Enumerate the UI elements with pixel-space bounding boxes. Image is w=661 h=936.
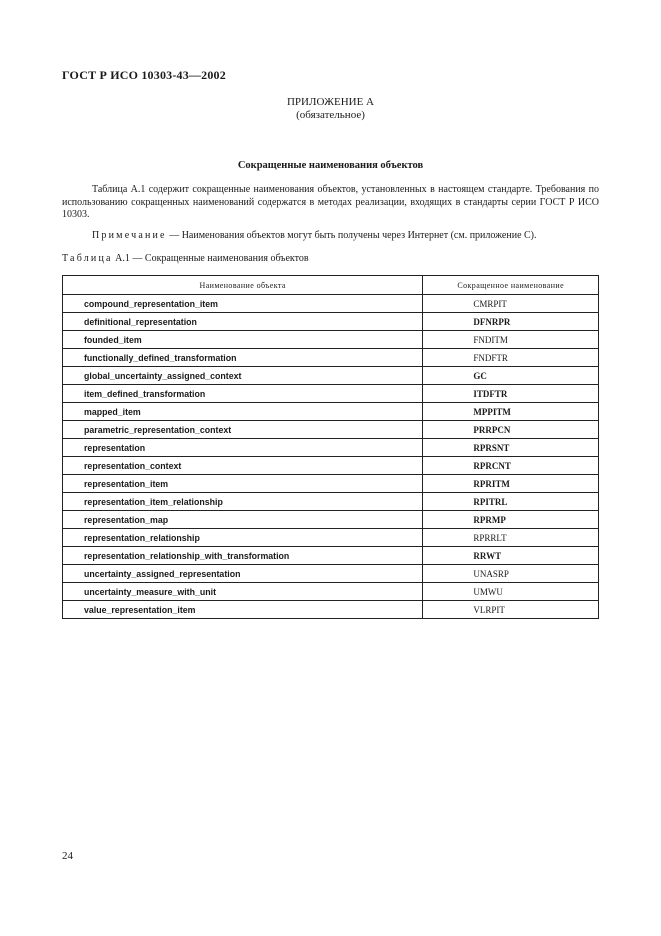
short-name-cell: ITDFTR (423, 385, 599, 403)
intro-paragraph: Таблица А.1 содержит сокращенные наименования объектов, установленных в настоящем стандарте. Требования по использованию сокращенных наименований содержатся в методах реализации, входящих в стандарты серии ГОСТ Р ИСО 10303. (62, 184, 599, 220)
object-name-cell: compound_representation_item (63, 295, 423, 313)
document-header: ГОСТ Р ИСО 10303-43—2002 (62, 68, 226, 82)
table-row (63, 421, 599, 439)
short-name-cell: RPRMP (423, 511, 599, 529)
note-text: — Наименования объектов могут быть получены через Интернет (см. приложение С). (166, 230, 537, 241)
object-name-cell: mapped_item (63, 403, 423, 421)
table-row (63, 565, 599, 583)
object-name-cell: parametric_representation_context (63, 421, 423, 439)
short-name-cell: CMRPIT (423, 295, 599, 313)
table-row (63, 529, 599, 547)
table-body (63, 295, 599, 619)
object-name-cell: uncertainty_measure_with_unit (63, 583, 423, 601)
page-number: 24 (62, 850, 73, 862)
short-name-cell: FNDFTR (423, 349, 599, 367)
short-name-cell: GC (423, 367, 599, 385)
table-row (63, 385, 599, 403)
object-name-cell: item_defined_transformation (63, 385, 423, 403)
short-name-cell: DFNRPR (423, 313, 599, 331)
table-row (63, 511, 599, 529)
short-name-cell: RPRCNT (423, 457, 599, 475)
annex-heading (0, 96, 661, 122)
table-row (63, 439, 599, 457)
table-row (63, 475, 599, 493)
table-header-row (63, 276, 599, 295)
object-name-cell: representation_item (63, 475, 423, 493)
table-row (63, 583, 599, 601)
short-name-cell: RPRITM (423, 475, 599, 493)
object-name-cell: global_uncertainty_assigned_context (63, 367, 423, 385)
object-name-cell: representation_relationship_with_transformation (63, 547, 423, 565)
column-header-short-name: Сокращенное наименование (423, 276, 599, 295)
object-name-cell: representation_item_relationship (63, 493, 423, 511)
table-caption-text: А.1 — Сокращенные наименования объектов (112, 253, 309, 264)
short-name-cell: VLRPIT (423, 601, 599, 619)
short-name-cell: UNASRP (423, 565, 599, 583)
object-name-cell: representation_map (63, 511, 423, 529)
annex-title: ПРИЛОЖЕНИЕ А (286, 96, 374, 108)
short-name-cell: FNDITM (423, 331, 599, 349)
table-row (63, 367, 599, 385)
object-name-cell: representation_context (63, 457, 423, 475)
annex-status: (обязательное) (296, 109, 365, 121)
table-caption-label: Таблица (62, 253, 113, 264)
short-name-cell: RPRSNT (423, 439, 599, 457)
note (92, 230, 537, 241)
column-header-object-name: Наименование объекта (63, 276, 423, 295)
short-name-cell: MPPITM (423, 403, 599, 421)
object-name-cell: functionally_defined_transformation (63, 349, 423, 367)
short-name-cell: RRWT (423, 547, 599, 565)
object-name-cell: definitional_representation (63, 313, 423, 331)
object-name-cell: uncertainty_assigned_representation (63, 565, 423, 583)
object-name-cell: founded_item (63, 331, 423, 349)
object-name-cell: representation_relationship (63, 529, 423, 547)
table-row (63, 349, 599, 367)
section-title: Сокращенные наименования объектов (237, 160, 424, 171)
table-row (63, 457, 599, 475)
table-row (63, 331, 599, 349)
short-name-cell: RPRRLT (423, 529, 599, 547)
abbreviations-table (62, 275, 599, 619)
table-row (63, 601, 599, 619)
table-row (63, 547, 599, 565)
table-row (63, 493, 599, 511)
table-row (63, 295, 599, 313)
object-name-cell: representation (63, 439, 423, 457)
short-name-cell: UMWU (423, 583, 599, 601)
short-name-cell: PRRPCN (423, 421, 599, 439)
note-label: Примечание (92, 230, 167, 241)
object-name-cell: value_representation_item (63, 601, 423, 619)
table-row (63, 403, 599, 421)
short-name-cell: RPITRL (423, 493, 599, 511)
table-caption (62, 253, 309, 264)
table-row (63, 313, 599, 331)
